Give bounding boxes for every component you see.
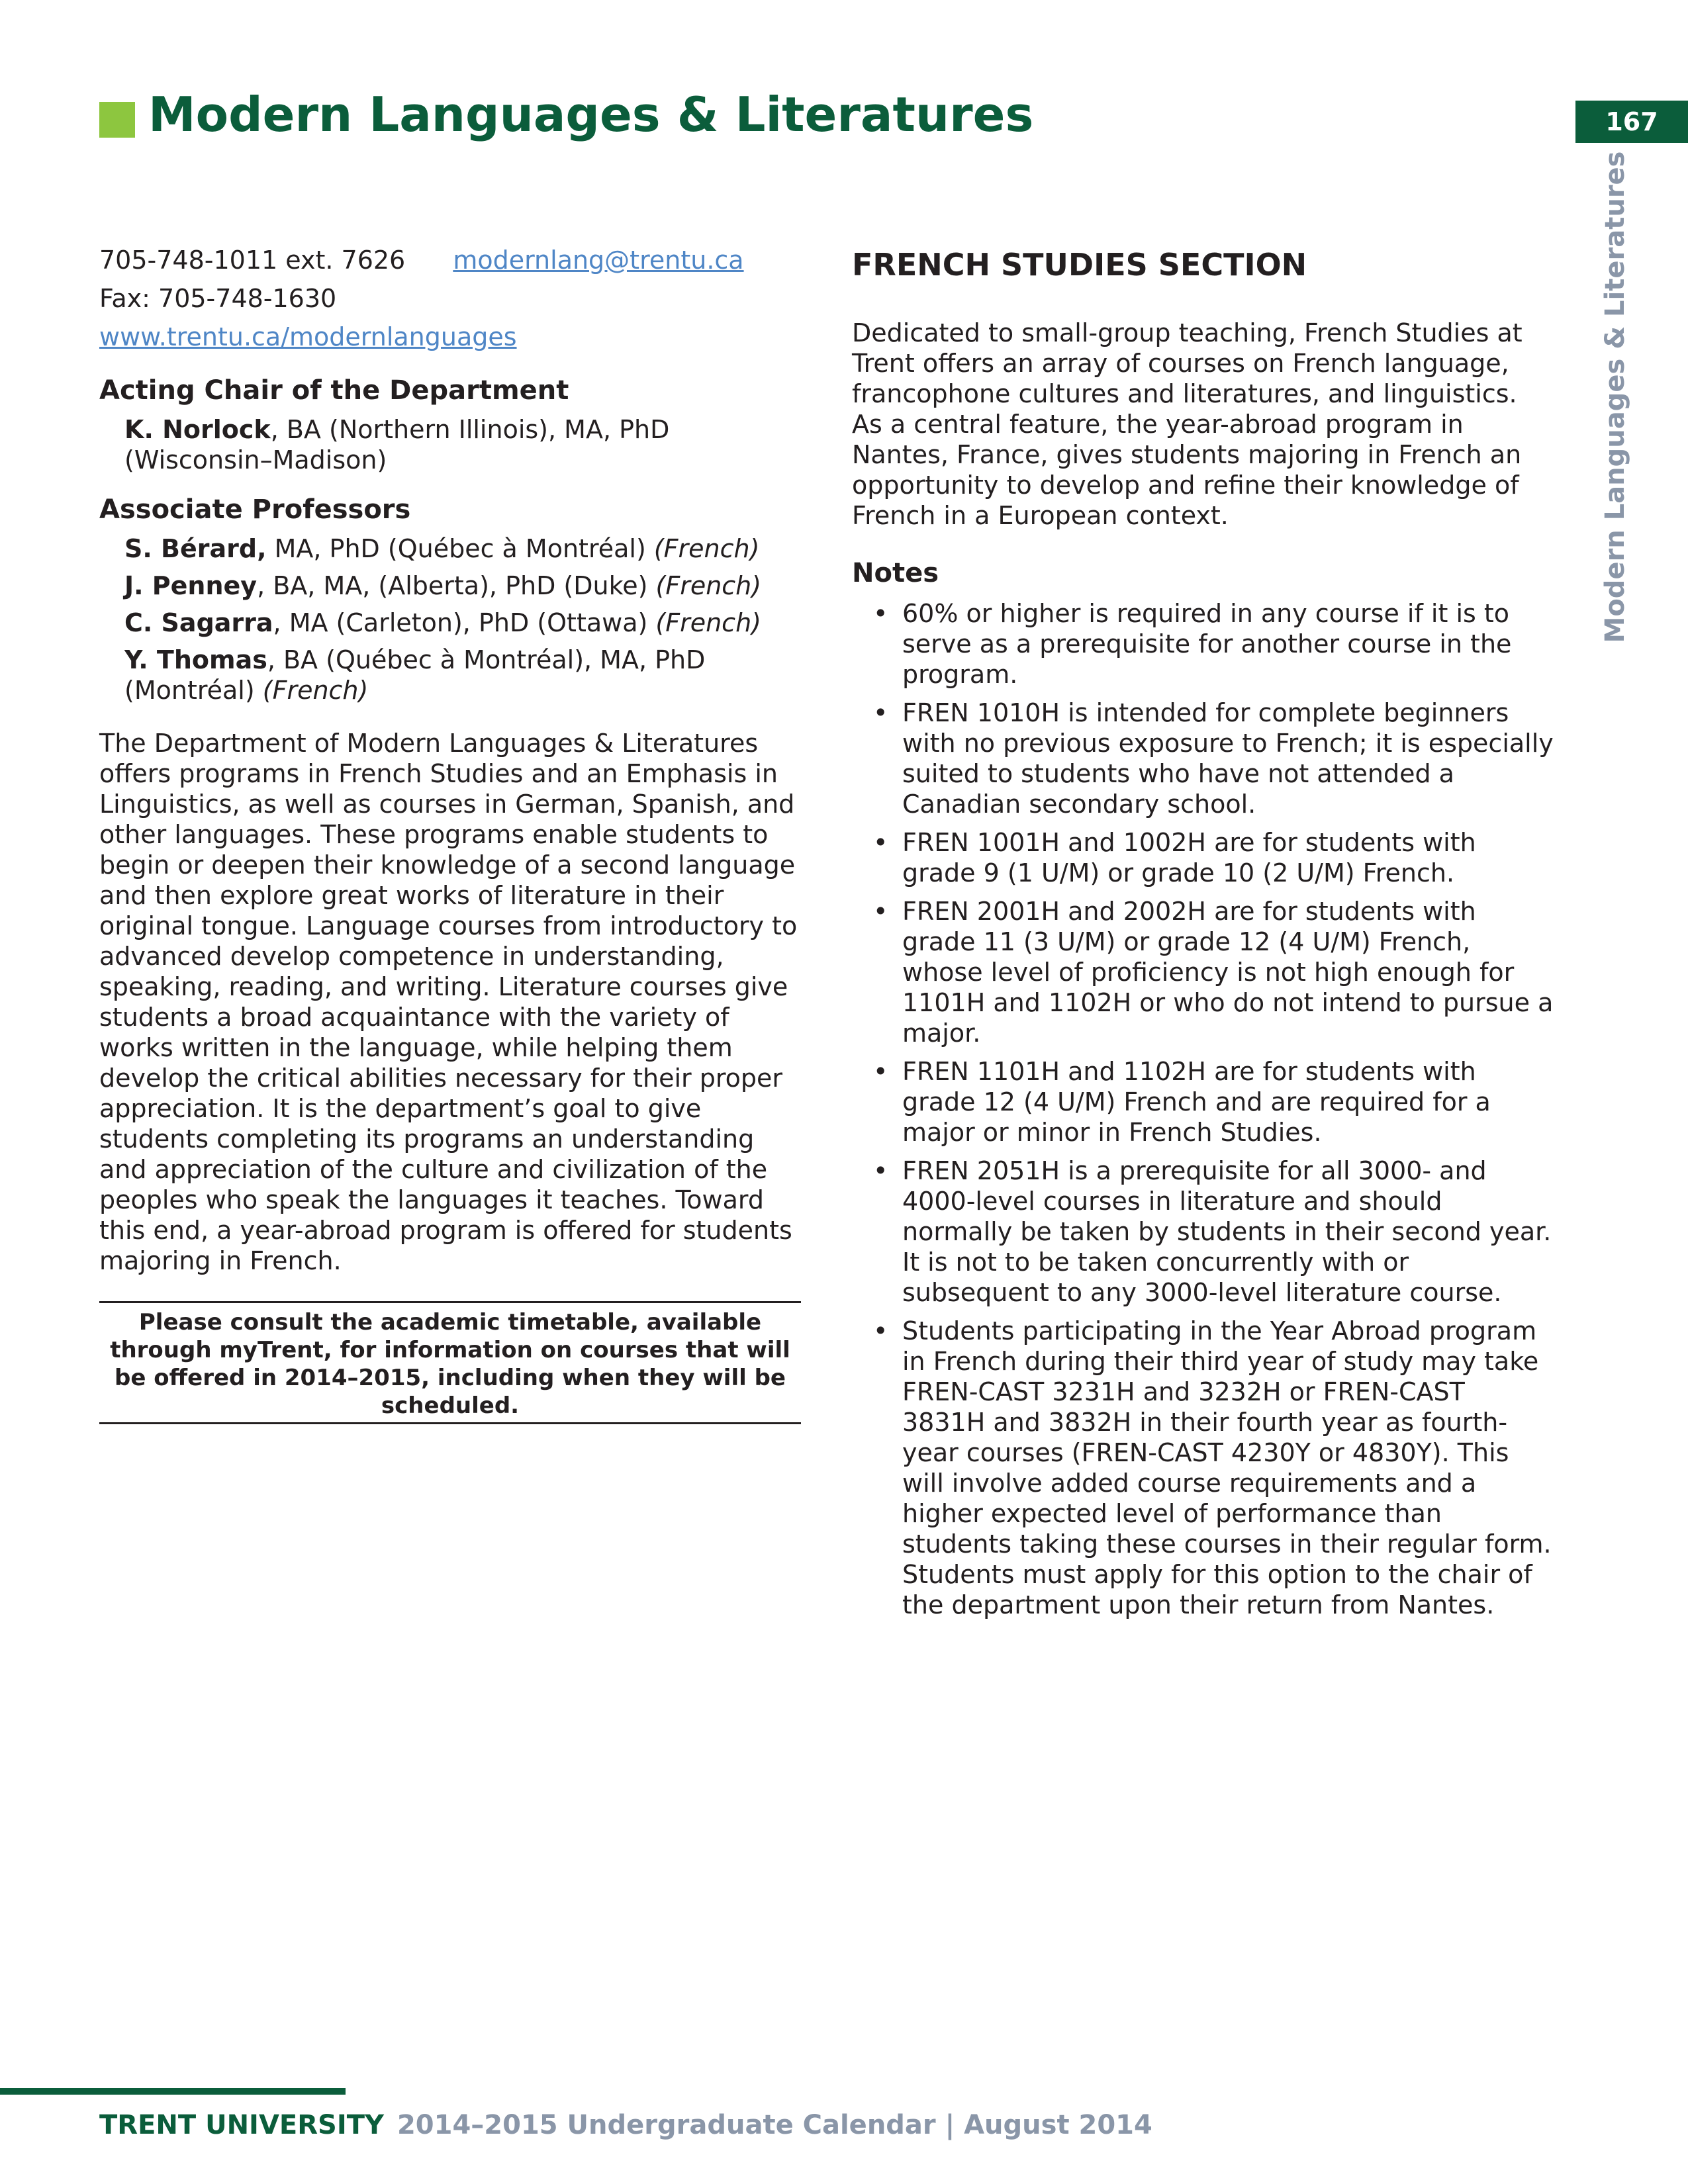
website-link[interactable]: www.trentu.ca/modernlanguages: [99, 322, 517, 351]
bullet-icon: •: [873, 897, 888, 926]
french-studies-paragraph: Dedicated to small-group teaching, French Studies at Trent offers an array of courses on French language, francophone cultures and literatures, and linguistics. As a central feature, the year-abroad program in Nantes, France, gives students majoring in French an opportunity to develop and refine their knowledge of French in a European context.: [852, 318, 1523, 530]
note-text: 60% or higher is required in any course if it is to serve as a prerequisite for another course in the program.: [902, 599, 1512, 689]
person-name: C. Sagarra: [124, 608, 273, 637]
left-column: [99, 241, 801, 1424]
person-name: Y. Thomas: [124, 645, 267, 674]
person-language: (French): [653, 534, 760, 563]
note-item: [852, 598, 1554, 690]
note-text: FREN 1010H is intended for complete beginners with no previous exposure to French; it is especially suited to students who have not attended a Canadian secondary school.: [902, 698, 1554, 819]
person-credentials: , BA, MA, (Alberta), PhD (Duke): [257, 571, 656, 600]
person-name: K. Norlock: [124, 415, 271, 444]
contact-phone: 705-748-1011 ext. 7626: [99, 246, 406, 275]
note-item: [852, 1316, 1554, 1620]
page-number-tab: [1575, 101, 1688, 143]
note-item: [852, 1056, 1554, 1148]
faculty-entry: [99, 533, 801, 564]
department-intro-paragraph: The Department of Modern Languages & Literatures offers programs in French Studies and an Emphasis in Linguistics, as well as courses in German, Spanish, and other languages. These programs enable students to begin or deepen their knowledge of a second language and then explore great works of literature in their original tongue. Language courses from introductory to advanced develop competence in understanding, speaking, reading, and writing. Literature courses give students a broad acquaintance with the variety of works written in the language, while helping them develop the critical abilities necessary for their proper appreciation. It is the department’s goal to give students completing its programs an understanding and appreciation of the culture and civilization of the peoples who speak the languages it teaches. Toward this end, a year-abroad program is offered for students majoring in French.: [99, 729, 798, 1275]
note-item: [852, 698, 1554, 819]
note-text: FREN 1101H and 1102H are for students with grade 12 (4 U/M) French and are required for a major or minor in French Studies.: [902, 1057, 1491, 1147]
note-text: FREN 2051H is a prerequisite for all 3000- and 4000-level courses in literature and should normally be taken by students in their second year. It is not to be taken concurrently with or subsequent to any 3000-level literature course.: [902, 1156, 1552, 1307]
person-language: (French): [262, 676, 369, 705]
faculty-entry: [99, 645, 801, 705]
bullet-icon: •: [873, 828, 888, 857]
faculty-entry: [99, 608, 801, 638]
page-number: 167: [1605, 107, 1658, 136]
french-studies-heading: FRENCH STUDIES SECTION: [852, 247, 1307, 283]
footer: [99, 2110, 1152, 2140]
bullet-icon: •: [873, 1316, 888, 1345]
note-item: [852, 896, 1554, 1048]
acting-chair-heading: Acting Chair of the Department: [99, 375, 569, 406]
bullet-icon: •: [873, 698, 888, 727]
person-credentials: MA, PhD (Québec à Montréal): [266, 534, 654, 563]
website-row: [99, 318, 801, 356]
person-language: (French): [655, 608, 761, 637]
contact-fax: Fax: 705-748-1630: [99, 284, 337, 313]
notes-heading: Notes: [852, 558, 939, 588]
note-item: [852, 1156, 1554, 1308]
person-name: J. Penney: [124, 571, 258, 600]
footer-calendar: 2014–2015 Undergraduate Calendar | August 2014: [397, 2110, 1152, 2140]
person-credentials: , BA (Northern Illinois), MA, PhD (Wisconsin–Madison): [124, 415, 670, 475]
person-language: (French): [655, 571, 762, 600]
acting-chair-entry: [99, 414, 801, 475]
faculty-entry: [99, 570, 801, 601]
person-name: S. Bérard,: [124, 534, 267, 563]
note-item: [852, 827, 1554, 888]
right-column: [852, 241, 1554, 1620]
side-running-header: Modern Languages & Literatures: [1600, 151, 1630, 643]
contact-phone-row: [99, 241, 801, 279]
notes-list: [852, 598, 1554, 1620]
title-square-marker: [99, 102, 135, 138]
note-text: Students participating in the Year Abroad program in French during their third year of study may take FREN-CAST 3231H and 3232H or FREN-CAST 3831H and 3832H in their fourth year as fourth-year courses (FREN-CAST 4230Y or 4830Y). This will involve added course requirements and a higher expected level of performance than students taking these courses in their regular form. Students must apply for this option to the chair of the department upon their return from Nantes.: [902, 1316, 1552, 1619]
footer-rule: [0, 2088, 346, 2095]
person-credentials: , BA (Québec à Montréal), MA, PhD (Montréal): [124, 645, 706, 705]
note-text: FREN 2001H and 2002H are for students with grade 11 (3 U/M) or grade 12 (4 U/M) French, whose level of proficiency is not high enough for 1101H and 1102H or who do not intend to pursue a major.: [902, 897, 1554, 1048]
bullet-icon: •: [873, 599, 888, 628]
associate-professors-heading: Associate Professors: [99, 494, 411, 525]
note-text: FREN 1001H and 1002H are for students with grade 9 (1 U/M) or grade 10 (2 U/M) French.: [902, 828, 1476, 887]
footer-university: TRENT UNIVERSITY: [99, 2110, 384, 2140]
contact-email-link[interactable]: modernlang@trentu.ca: [453, 246, 744, 275]
bullet-icon: •: [873, 1156, 888, 1185]
timetable-notice: Please consult the academic timetable, available through myTrent, for information on courses that will be offered in 2014–2015, including when they will be scheduled.: [99, 1301, 801, 1424]
bullet-icon: •: [873, 1057, 888, 1086]
page-title: Modern Languages & Literatures: [148, 87, 1034, 142]
person-credentials: , MA (Carleton), PhD (Ottawa): [273, 608, 656, 637]
